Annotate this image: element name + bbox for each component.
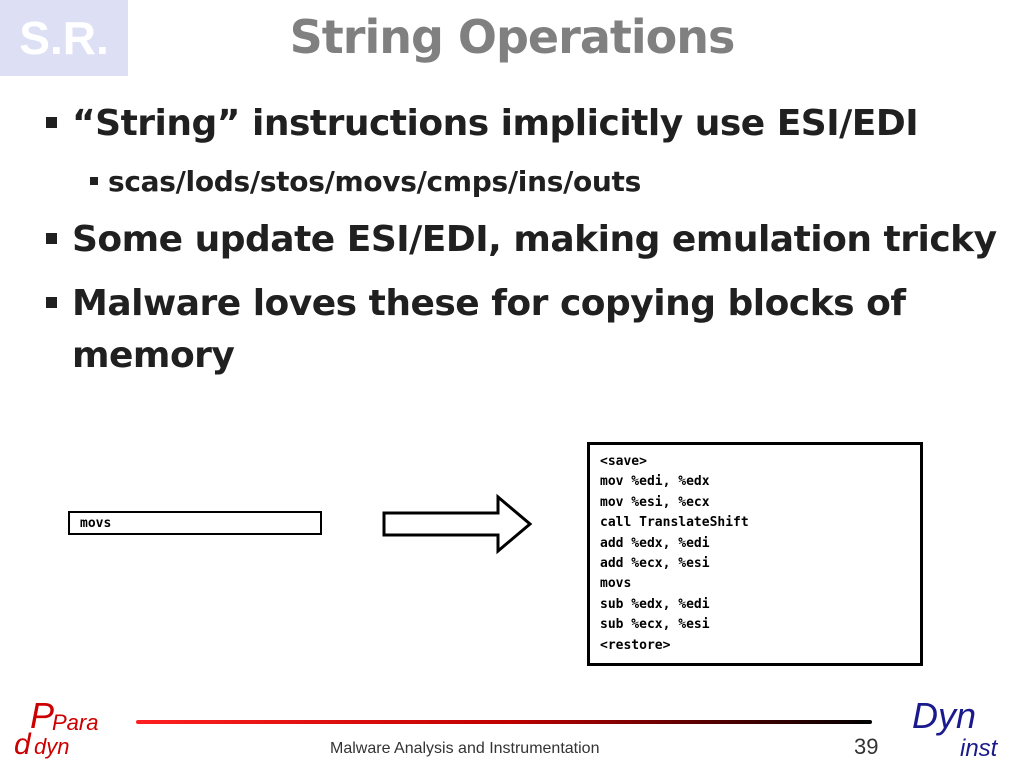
code-line: mov %esi, %ecx [600,494,710,510]
footer-divider [136,716,872,728]
bullet-text: Malware loves these for copying blocks of memory [72,283,906,376]
original-instruction: movs [80,516,112,531]
code-line: sub %ecx, %esi [600,617,710,633]
slide-title: String Operations [289,10,735,64]
footer-title: Malware Analysis and Instrumentation [330,740,600,757]
bullet-text: Some update ESI/EDI, making emulation tricky [72,219,997,260]
rewritten-code-box [587,442,923,666]
dyninst-logo-text-bottom: inst [960,735,998,762]
square-bullet-icon [46,233,57,244]
code-line: add %edx, %edi [600,535,710,551]
code-line: mov %edi, %edx [600,474,710,490]
original-instruction-box [68,511,322,535]
square-bullet-icon [46,117,57,128]
paradyn-logo-text-bottom: dyn [34,734,70,759]
dyninst-logo-text-top: Dyn [912,695,977,736]
square-bullet-icon [90,177,98,185]
code-line: call TranslateShift [600,515,749,531]
bullet-text: “String” instructions implicitly use ESI/EDI [72,103,919,144]
bullet-list [46,98,1006,394]
code-line: <save> [600,454,647,469]
svg-text:P: P [30,695,55,736]
paradyn-logo-icon [8,694,108,760]
page-number: 39 [854,734,879,759]
bullet-item [46,98,1006,150]
right-arrow-icon [382,493,534,555]
bullet-item [46,214,1006,266]
code-line: movs [600,576,632,592]
svg-text:d: d [14,728,31,760]
section-badge: S.R. [0,0,128,76]
dyninst-logo-icon [910,690,1018,764]
code-line: <restore> [600,637,671,653]
paradyn-logo-text-top: Para [52,710,99,735]
code-line: sub %edx, %edi [600,596,710,612]
sub-bullet-text: scas/lods/stos/movs/cmps/ins/outs [108,165,642,198]
sub-bullet-item [90,162,1006,202]
code-line: add %ecx, %esi [600,556,710,572]
square-bullet-icon [46,297,57,308]
bullet-item [46,278,1006,382]
